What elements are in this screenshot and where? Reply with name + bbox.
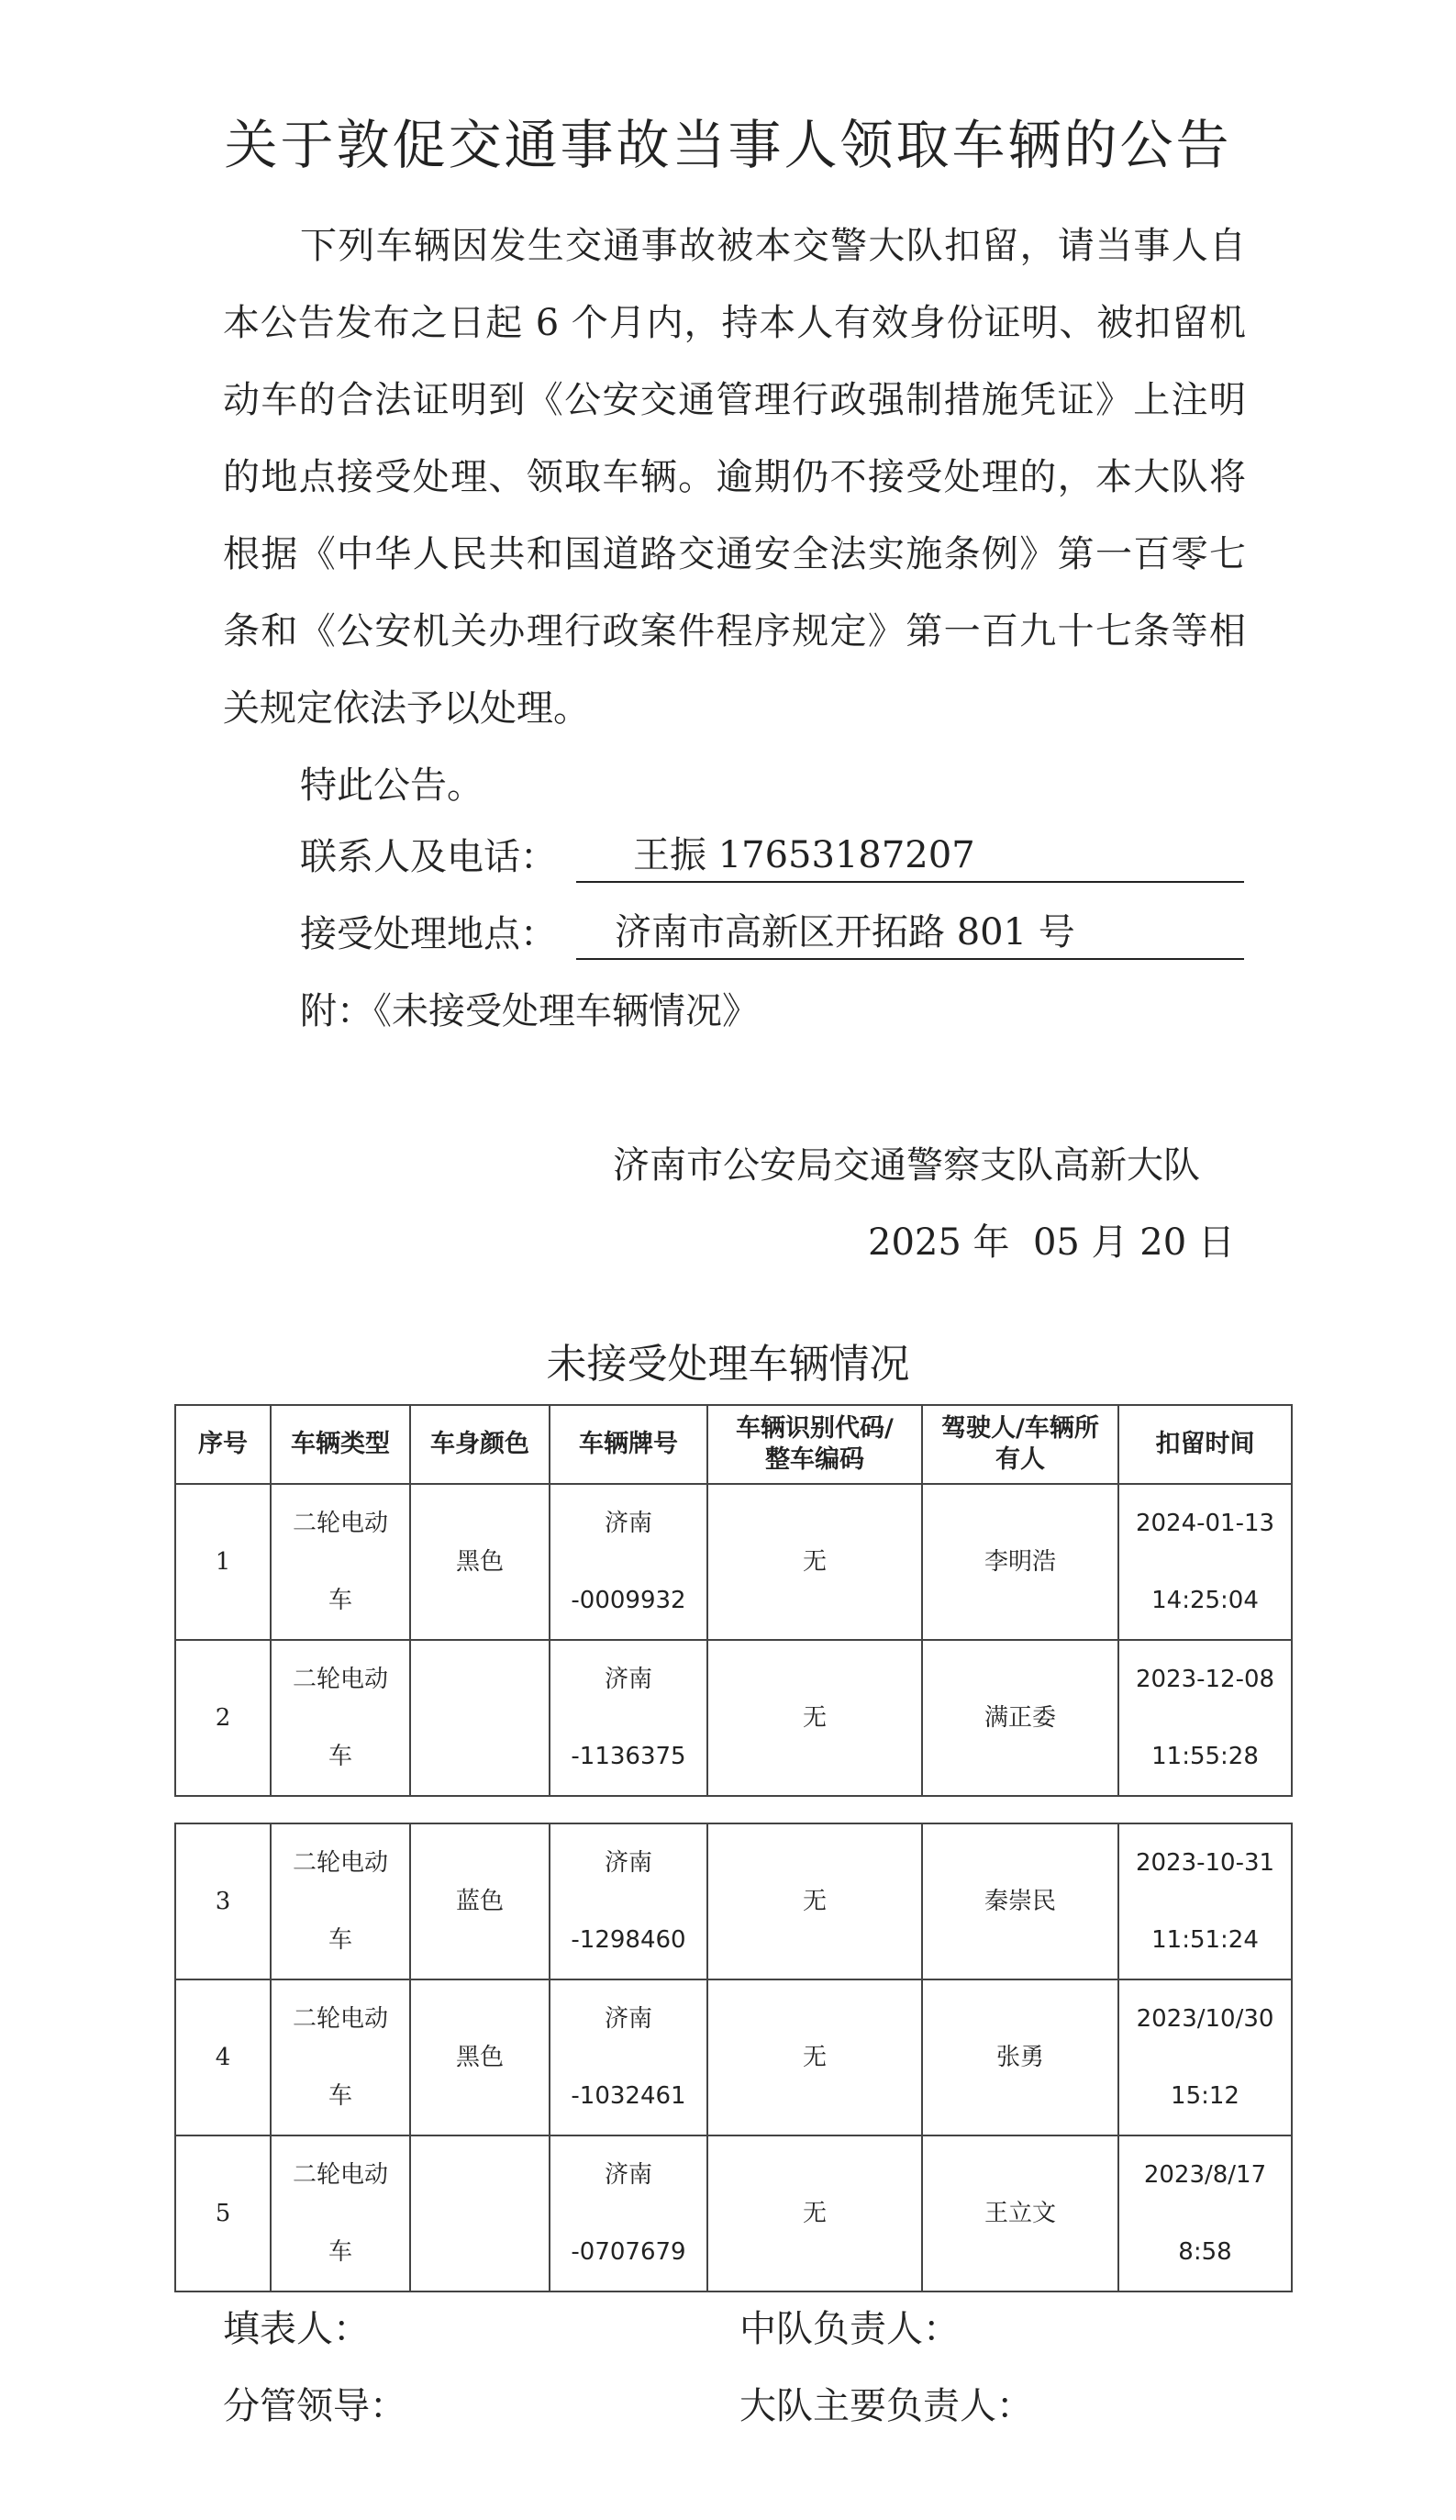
table-header-row xyxy=(175,1405,1292,1484)
cell-detain-time: 2023-10-31 11:51:24 xyxy=(1118,1823,1292,1979)
cell-index: 3 xyxy=(175,1823,271,1979)
supervisor-label: 分管领导： xyxy=(223,2385,406,2427)
cell-plate-number: 济南 -1298460 xyxy=(550,1823,707,1979)
cell-index: 1 xyxy=(175,1484,271,1640)
cell-plate-number: 济南 -0009932 xyxy=(550,1484,707,1640)
cell-vehicle-type: 二轮电动 车 xyxy=(271,1640,410,1796)
cell-vehicle-type: 二轮电动 车 xyxy=(271,2135,410,2291)
issuer-name: 济南市公安局交通警察支队高新大队 xyxy=(613,1144,1200,1187)
closing-remark: 特此公告。 xyxy=(300,764,483,807)
contact-field xyxy=(576,830,1244,883)
cell-index: 5 xyxy=(175,2135,271,2291)
cell-body-color: 黑色 xyxy=(410,1979,550,2135)
vehicle-table-part-2 xyxy=(174,1823,1293,2292)
cell-index: 2 xyxy=(175,1640,271,1796)
cell-owner: 秦崇民 xyxy=(922,1823,1118,1979)
announcement-body xyxy=(223,207,1246,824)
cell-vin: 无 xyxy=(707,1640,922,1796)
cell-owner: 满正委 xyxy=(922,1640,1118,1796)
cell-plate-number: 济南 -0707679 xyxy=(550,2135,707,2291)
header-vehicle-type: 车辆类型 xyxy=(271,1405,410,1484)
vehicle-table-part-1 xyxy=(174,1404,1293,1797)
cell-detain-time: 2023-12-08 11:55:28 xyxy=(1118,1640,1292,1796)
cell-detain-time: 2024-01-13 14:25:04 xyxy=(1118,1484,1292,1640)
cell-vehicle-type: 二轮电动 车 xyxy=(271,1823,410,1979)
cell-detain-time: 2023/8/17 8:58 xyxy=(1118,2135,1292,2291)
location-value: 济南市高新区开拓路 801 号 xyxy=(615,911,1075,953)
cell-owner: 王立文 xyxy=(922,2135,1118,2291)
cell-plate-number: 济南 -1136375 xyxy=(550,1640,707,1796)
cell-plate-number: 济南 -1032461 xyxy=(550,1979,707,2135)
cell-body-color: 黑色 xyxy=(410,1484,550,1640)
cell-vin: 无 xyxy=(707,1484,922,1640)
header-vin: 车辆识别代码/ 整车编码 xyxy=(707,1405,922,1484)
header-owner: 驾驶人/车辆所 有人 xyxy=(922,1405,1118,1484)
filler-label: 填表人： xyxy=(223,2308,370,2350)
table-row xyxy=(175,1979,1292,2135)
issue-date: 2025 年 05 月 20 日 xyxy=(868,1221,1235,1264)
location-field xyxy=(576,907,1244,960)
cell-body-color: 蓝色 xyxy=(410,1823,550,1979)
contact-value: 王振 17653187207 xyxy=(633,834,975,876)
location-label: 接受处理地点： xyxy=(300,913,557,955)
header-plate-number: 车辆牌号 xyxy=(550,1405,707,1484)
table-title: 未接受处理车辆情况 xyxy=(546,1341,910,1388)
cell-vin: 无 xyxy=(707,2135,922,2291)
cell-vehicle-type: 二轮电动 车 xyxy=(271,1979,410,2135)
cell-owner: 张勇 xyxy=(922,1979,1118,2135)
cell-owner: 李明浩 xyxy=(922,1484,1118,1640)
cell-vehicle-type: 二轮电动 车 xyxy=(271,1484,410,1640)
page-title: 关于敦促交通事故当事人领取车辆的公告 xyxy=(224,114,1232,176)
cell-body-color xyxy=(410,2135,550,2291)
cell-vin: 无 xyxy=(707,1823,922,1979)
contact-label: 联系人及电话： xyxy=(300,836,557,878)
cell-index: 4 xyxy=(175,1979,271,2135)
header-detain-time: 扣留时间 xyxy=(1118,1405,1292,1484)
cell-body-color xyxy=(410,1640,550,1796)
attachment-note: 附：《未接受处理车辆情况》 xyxy=(300,990,759,1032)
cell-vin: 无 xyxy=(707,1979,922,2135)
announcement-paragraph: 下列车辆因发生交通事故被本交警大队扣留，请当事人自本公告发布之日起 6 个月内，持本人有效身份证明、被扣留机动车的合法证明到《公安交通管理行政强制措施凭证》上注明的地点接受处理、领取车辆。逾期仍不接受处理的，本大队将根据《中华人民共和国道路交通安全法实施条例》第一百零七条和《公安机关办理行政案件程序规定》第一百九十七条等相关规定依法予以处理。 xyxy=(223,225,1246,730)
table-row xyxy=(175,1823,1292,1979)
brigade-leader-label: 大队主要负责人： xyxy=(739,2385,1033,2427)
table-row xyxy=(175,1640,1292,1796)
header-body-color: 车身颜色 xyxy=(410,1405,550,1484)
cell-detain-time: 2023/10/30 15:12 xyxy=(1118,1979,1292,2135)
squad-leader-label: 中队负责人： xyxy=(739,2308,960,2350)
table-row xyxy=(175,1484,1292,1640)
header-index: 序号 xyxy=(175,1405,271,1484)
table-row xyxy=(175,2135,1292,2291)
